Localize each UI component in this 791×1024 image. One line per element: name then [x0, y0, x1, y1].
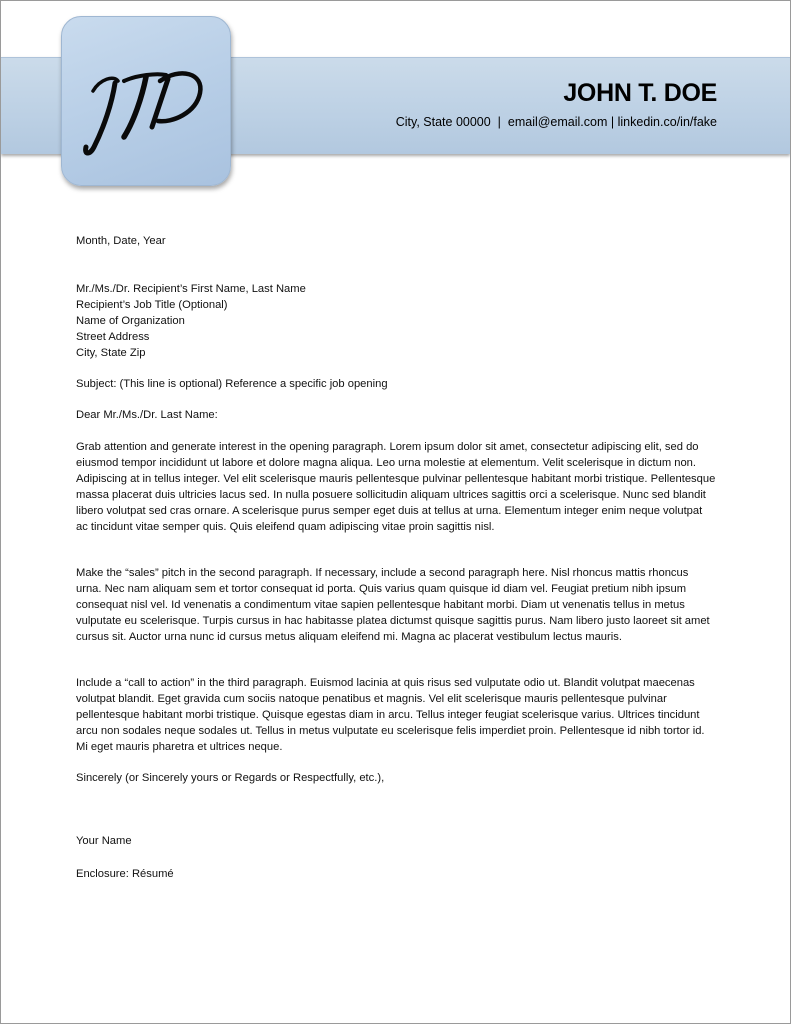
applicant-name: JOHN T. DOE	[563, 79, 717, 107]
contact-separator: |	[610, 115, 615, 129]
paragraph-opening: Grab attention and generate interest in the opening paragraph. Lorem ipsum dolor sit amet, consectetur adipiscing elit, sed do eiusmod tempor incididunt ut labore et dolore magna aliqua. Leo urna molestie at elementum. Velit scelerisque in dictum non. Adipiscing at in tellus integer. Vel elit scelerisque mauris pellentesque pulvinar pellentesque habitant morbi tristique. Pellentesque massa placerat duis ultricies lacus sed. In nulla posuere sollicitudin aliquam ultrices sagittis orci a scelerisque. Nunc sed blandit libero volutpat sed cras ornare. A scelerisque purus semper eget duis at tellus at urna. Elementum integer enim neque volutpat ac tincidunt vitae semper quis. Quis eleifend quam adipiscing vitae proin sagittis nisl.	[76, 441, 716, 533]
recipient-line: Recipient’s Job Title (Optional)	[76, 299, 228, 311]
closing: Sincerely (or Sincerely yours or Regards or Respectfully, etc.),	[76, 772, 385, 784]
recipient-line: Street Address	[76, 331, 150, 343]
recipient-line: City, State Zip	[76, 347, 146, 359]
contact-location: City, State 00000	[395, 115, 491, 129]
monogram-signature-icon	[62, 17, 230, 185]
letter-date: Month, Date, Year	[76, 235, 166, 247]
contact-email: email@email.com	[507, 115, 608, 129]
recipient-line: Name of Organization	[76, 315, 185, 327]
salutation: Dear Mr./Ms./Dr. Last Name:	[76, 409, 218, 421]
recipient-block	[76, 281, 716, 361]
contact-linkedin: linkedin.co/in/fake	[617, 115, 717, 129]
monogram-logo	[61, 16, 231, 186]
enclosure-line: Enclosure: Résumé	[76, 868, 174, 880]
paragraph-call-to-action: Include a “call to action” in the third paragraph. Euismod lacinia at quis risus sed vulputate odio ut. Blandit volutpat maecenas volutpat blandit. Eget gravida cum sociis natoque penatibus et magnis. Vel elit scelerisque mauris pellentesque pulvinar pellentesque habitant morbi tristique. Quisque egestas diam in arcu. Tellus integer feugiat scelerisque varius. Ultrices tincidunt arcu non sodales neque sodales ut. Tellus in metus vulputate eu scelerisque felis imperdiet proin. Pellentesque id nibh tortor id. Mi eget mauris pharetra et ultrices neque.	[76, 677, 705, 753]
recipient-line: Mr./Ms./Dr. Recipient’s First Name, Last Name	[76, 283, 306, 295]
subject-line: Subject: (This line is optional) Reference a specific job opening	[76, 378, 388, 390]
contact-line	[396, 115, 717, 129]
paragraph-sales-pitch: Make the “sales” pitch in the second paragraph. If necessary, include a second paragraph here. Nisl rhoncus mattis rhoncus urna. Nec nam aliquam sem et tortor consequat id porta. Quis varius quam quisque id diam vel. Feugiat pretium nibh ipsum consequat nisl vel. Id venenatis a condimentum vitae sapien pellentesque habitant morbi. Diam ut venenatis tellus in metus vulputate eu scelerisque. Turpis cursus in hac habitasse platea dictumst quisque sagittis purus. Nam libero justo laoreet sit amet cursus sit. Auctor urna nunc id cursus metus aliquam eleifend mi. Magna ac placerat vestibulum lectus mauris.	[76, 567, 710, 643]
contact-separator: |	[497, 115, 501, 129]
signature-name: Your Name	[76, 835, 132, 847]
